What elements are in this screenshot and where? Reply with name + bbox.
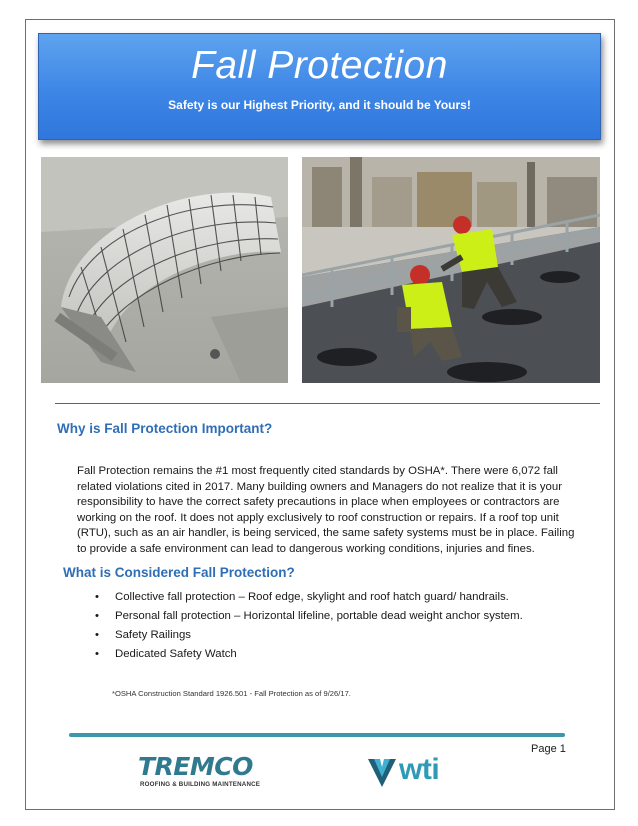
- list-item-text: Collective fall protection – Roof edge, skylight and roof hatch guard/ handrails.: [115, 591, 509, 603]
- wti-logo: [366, 755, 446, 789]
- list-item: [95, 626, 595, 645]
- bullet-icon: •: [95, 648, 99, 660]
- list-item-text: Personal fall protection – Horizontal lifeline, portable dead weight anchor system.: [115, 610, 523, 622]
- tremco-logo: [138, 752, 261, 791]
- bullet-icon: •: [95, 629, 99, 641]
- wti-shield-icon: [366, 755, 398, 789]
- section-heading-importance: Why is Fall Protection Important?: [57, 421, 273, 436]
- list-item: [95, 588, 595, 607]
- tremco-logo-text: TREMCO: [138, 752, 253, 781]
- wti-logo-text: wti: [399, 753, 440, 786]
- list-item-text: Dedicated Safety Watch: [115, 648, 237, 660]
- list-item: [95, 645, 595, 664]
- tremco-logo-tagline: ROOFING & BUILDING MAINTENANCE: [140, 781, 261, 788]
- section-divider: [55, 403, 600, 404]
- skylight-guard-photo: [41, 157, 288, 383]
- osha-footnote: *OSHA Construction Standard 1926.501 - Fall Protection as of 9/26/17.: [112, 689, 351, 698]
- section-heading-definition: What is Considered Fall Protection?: [63, 565, 295, 580]
- fall-protection-list: [95, 588, 595, 664]
- bullet-icon: •: [95, 591, 99, 603]
- bullet-icon: •: [95, 610, 99, 622]
- list-item-text: Safety Railings: [115, 629, 191, 641]
- list-item: [95, 607, 595, 626]
- importance-paragraph: Fall Protection remains the #1 most frequently cited standards by OSHA*. There were 6,072 fall related violations cited in 2017. Many building owners and Managers do not realize that it is your responsibility to have the correct safety precautions in place when employees or contractors are working on the roof. It does not apply exclusively to roof construction or repairs. If a roof top unit (RTU), such as an air handler, is being serviced, the same safety systems must be in place. Failing to provide a safe environment can lead to dangerous working conditions, injuries and fines.: [77, 465, 575, 555]
- workers-guardrail-photo: [302, 157, 600, 383]
- page-number: Page 1: [531, 743, 566, 755]
- footer-divider: [69, 733, 565, 737]
- header-banner: [38, 33, 601, 140]
- page-subtitle: Safety is our Highest Priority, and it should be Yours!: [168, 98, 471, 112]
- page-title: Fall Protection: [191, 44, 448, 87]
